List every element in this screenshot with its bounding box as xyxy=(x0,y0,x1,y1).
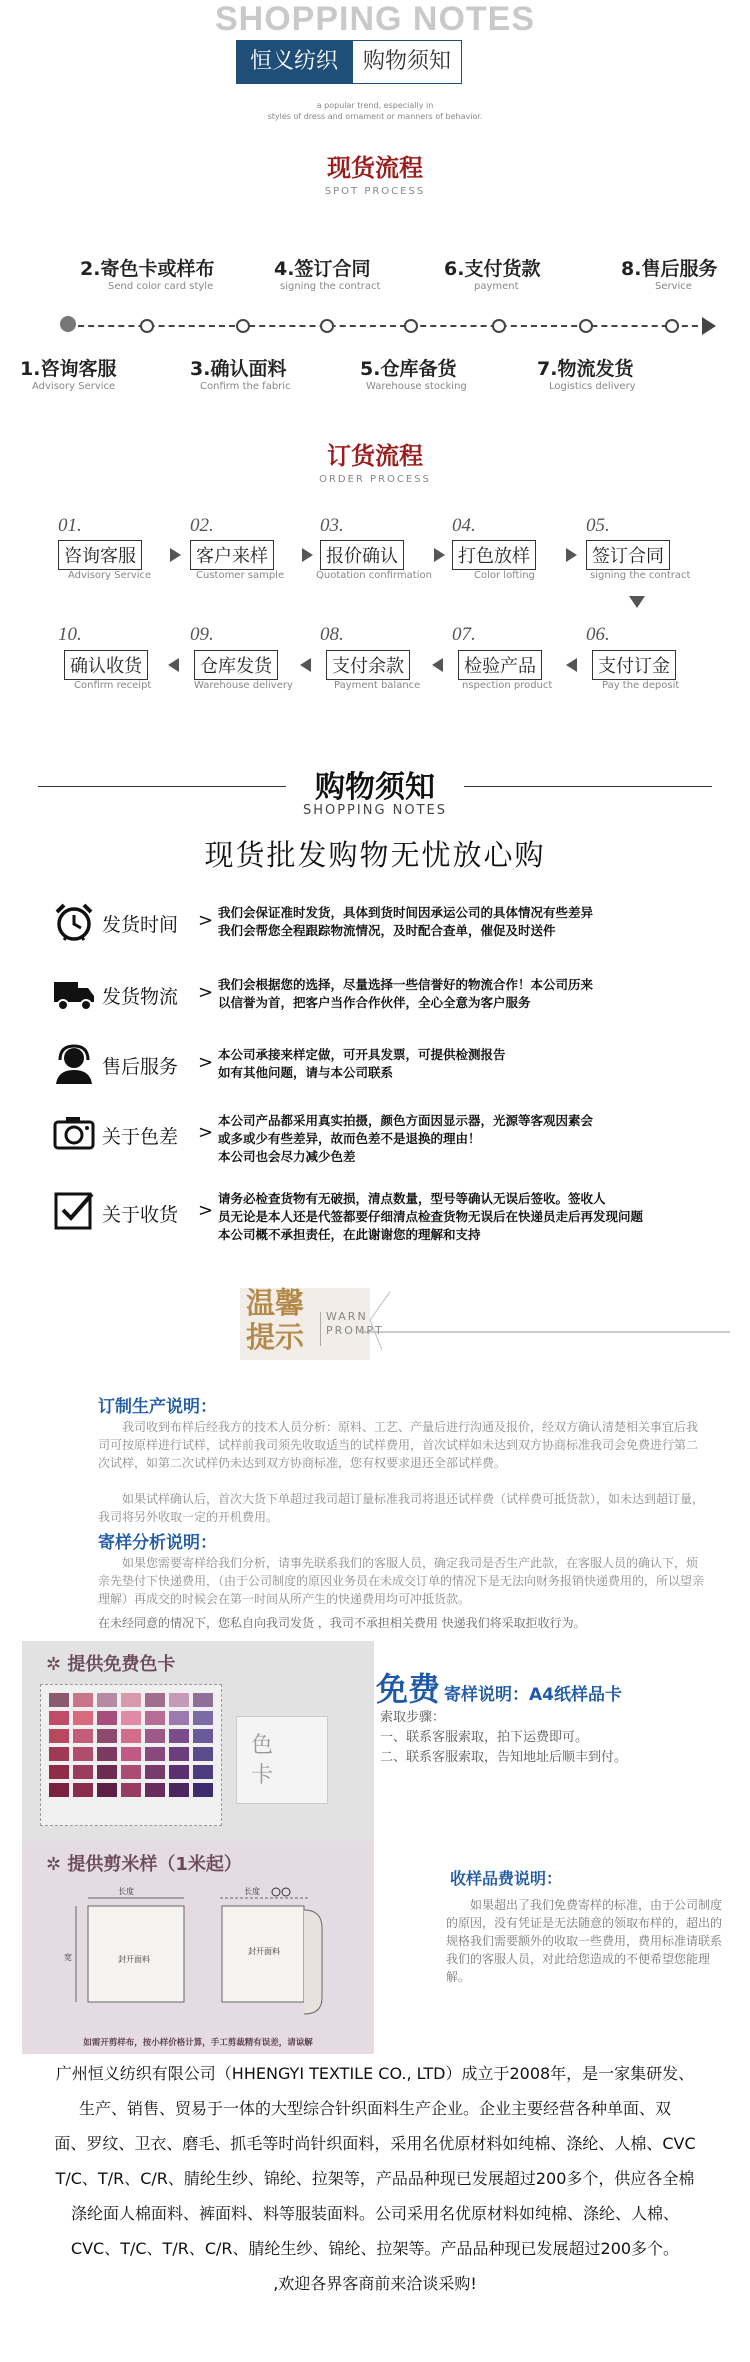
arrow-left-icon xyxy=(300,658,311,672)
color-swatch xyxy=(145,1693,165,1707)
color-swatch xyxy=(169,1729,189,1743)
chevron-right-icon: > xyxy=(198,1200,214,1221)
shopping-notes-title: 购物须知 xyxy=(315,770,435,805)
color-swatch xyxy=(73,1783,93,1797)
diagram-label: 封开面料 xyxy=(248,1947,280,1956)
step-label-en: Advisory Service xyxy=(32,381,116,392)
spot-step-3 xyxy=(190,354,291,392)
color-swatch xyxy=(97,1729,117,1743)
intro-line: ,欢迎各界客商前来洽谈采购! xyxy=(273,2274,477,2293)
diagram-label: 宽 xyxy=(64,1953,72,1962)
warm-prompt-line: 提示 xyxy=(246,1320,305,1354)
chevron-right-icon: > xyxy=(198,1122,214,1143)
sample-analysis-heading: 寄样分析说明： xyxy=(98,1533,217,1553)
timeline-dot xyxy=(140,319,154,333)
spot-step-8 xyxy=(621,254,717,292)
color-swatch xyxy=(193,1747,213,1761)
brand-section-label: 购物须知 xyxy=(352,40,462,84)
timeline-dot xyxy=(404,319,418,333)
card-char: 卡 xyxy=(251,1763,274,1788)
color-swatch xyxy=(169,1783,189,1797)
note-title: 关于色差 xyxy=(102,1126,179,1148)
color-swatch xyxy=(97,1765,117,1779)
intro-line: 面、罗纹、卫衣、磨毛、抓毛等时尚针织面料，采用名优原材料如纯棉、涤纶、人棉、CVC xyxy=(54,2134,696,2153)
arrow-right-icon xyxy=(302,548,313,562)
color-swatch xyxy=(73,1747,93,1761)
order-step-contract: 签订合同 xyxy=(586,540,670,570)
divider xyxy=(320,1312,321,1346)
order-step-en: Advisory Service xyxy=(68,570,152,581)
diagram-label: 长度 xyxy=(118,1887,134,1896)
order-step-number: 09. xyxy=(190,624,214,645)
warm-prompt-decor-lines xyxy=(360,1280,740,1360)
diagram-label: 封开面料 xyxy=(118,1955,150,1964)
order-step-sample: 客户来样 xyxy=(190,540,274,570)
custom-production-p1: 我司收到布样后经我方的技术人员分析：原料、工艺、产量后进行沟通及报价，经双方确认清楚相关事宜后我司可按原样进行试样，试样前我司须先收取适当的试样费用，首次试样如未达到双方协商标准我司会免费进行第二次试样，如第二次试样仍未达到双方协商标准，您有权要求退还全部试样费。 xyxy=(98,1420,699,1470)
color-swatch xyxy=(145,1729,165,1743)
step-label: 8.售后服务 xyxy=(621,258,718,280)
step-label: 6.支付货款 xyxy=(444,258,541,280)
free-label: 免费 xyxy=(376,1670,441,1708)
order-step-en: nspection product xyxy=(462,680,553,691)
steps-label: 索取步骤： xyxy=(380,1710,446,1725)
header-tagline xyxy=(0,100,750,122)
step-label: 7.物流发货 xyxy=(537,358,634,380)
order-step-en: Color lofting xyxy=(474,570,535,581)
note-title: 发货物流 xyxy=(102,986,179,1008)
order-step-en: Pay the deposit xyxy=(602,680,680,691)
color-swatch xyxy=(121,1711,141,1725)
intro-line: 生产、销售、贸易于一体的大型综合针织面料生产企业。企业主要经营各种单面、双 xyxy=(78,2099,671,2118)
step-label: 1.咨询客服 xyxy=(20,358,117,380)
chevron-right-icon: > xyxy=(198,982,214,1003)
timeline-dot xyxy=(320,319,334,333)
cut-sample-heading: ✲ 提供剪米样（1米起） xyxy=(46,1854,242,1875)
color-swatch xyxy=(169,1693,189,1707)
arrow-right-icon xyxy=(170,548,181,562)
timeline-dot xyxy=(60,316,76,332)
warm-prompt-en-line: WARN xyxy=(326,1310,368,1323)
spot-process-title: 现货流程 xyxy=(327,154,423,182)
order-step-warehouse: 仓库发货 xyxy=(194,650,278,680)
order-step-number: 07. xyxy=(452,624,476,645)
color-swatch xyxy=(145,1747,165,1761)
color-swatch xyxy=(97,1711,117,1725)
checkbox-icon xyxy=(52,1188,96,1232)
color-swatch xyxy=(49,1729,69,1743)
warm-prompt-title xyxy=(246,1286,304,1354)
arrow-left-icon xyxy=(168,658,179,672)
color-swatch xyxy=(73,1711,93,1725)
color-swatch xyxy=(169,1747,189,1761)
tagline-line: a popular trend, especially in xyxy=(316,101,434,110)
order-step-en: Customer sample xyxy=(196,570,285,581)
color-card-label xyxy=(251,1731,273,1791)
note-text xyxy=(218,976,698,1012)
order-step-number: 01. xyxy=(58,515,82,536)
camera-icon xyxy=(52,1110,96,1154)
arrow-left-icon xyxy=(432,658,443,672)
color-swatch xyxy=(193,1711,213,1725)
note-line: 如有其他问题，请与本公司联系 xyxy=(218,1065,394,1080)
note-text xyxy=(218,1046,698,1082)
custom-production-heading: 订制生产说明： xyxy=(98,1397,217,1417)
shopping-notes-subtitle: SHOPPING NOTES xyxy=(302,803,448,818)
alarm-clock-icon xyxy=(52,900,96,944)
note-line: 员无论是本人还是代签都要仔细清点检查货物无误后在快递员走后再发现问题 xyxy=(218,1209,644,1224)
color-swatch xyxy=(145,1711,165,1725)
order-process-title: 订货流程 xyxy=(327,442,423,470)
order-step-number: 02. xyxy=(190,515,214,536)
chevron-right-icon: > xyxy=(198,910,214,931)
step-label: 5.仓库备货 xyxy=(360,358,457,380)
order-step-receipt: 确认收货 xyxy=(64,650,148,680)
note-line: 本公司承接来样定做，可开具发票，可提供检测报告 xyxy=(218,1047,506,1062)
free-sample-steps xyxy=(380,1708,627,1768)
intro-line: CVC、T/C、T/R、C/R、腈纶生纱、锦纶、拉架等。产品品种现已发展超过200多个。 xyxy=(70,2239,680,2258)
step-label: 2.寄色卡或样布 xyxy=(80,258,215,280)
color-swatch xyxy=(145,1765,165,1779)
note-text xyxy=(218,904,698,940)
note-title: 售后服务 xyxy=(102,1056,179,1078)
color-swatch xyxy=(145,1783,165,1797)
order-step-number: 05. xyxy=(586,515,610,536)
step-label: 3.确认面料 xyxy=(190,358,287,380)
step-label-en: payment xyxy=(474,281,519,292)
sample-analysis-p1: 如果您需要寄样给我们分析，请事先联系我们的客服人员，确定我司是否生产此款，在客服人员的确认下，烦亲先垫付下快递费用，（由于公司制度的原因业务员在未成交订单的情况下是无法向财务报销快递费用的，所以望亲理解）再成交的时候会在第一时间从所产生的快递费用均可冲抵货款。 xyxy=(98,1556,705,1606)
order-step-quote: 报价确认 xyxy=(320,540,404,570)
spot-step-1 xyxy=(20,354,116,392)
note-line: 我们会根据您的选择，尽量选择一些信誉好的物流合作！本公司历来 xyxy=(218,977,594,992)
step-label-en: Confirm the fabric xyxy=(200,381,291,392)
spot-step-7 xyxy=(537,354,636,392)
order-step-en: Quotation confirmation xyxy=(316,570,432,581)
order-step-en: signing the contract xyxy=(590,570,691,581)
arrow-left-icon xyxy=(566,658,577,672)
timeline-line xyxy=(68,325,708,327)
brand-name: 恒义纺织 xyxy=(236,40,352,84)
warm-prompt-en-line: PROMPT xyxy=(326,1324,384,1337)
color-swatch xyxy=(121,1693,141,1707)
customer-service-icon xyxy=(52,1042,96,1086)
order-step-en: Payment balance xyxy=(334,680,421,691)
timeline-dot xyxy=(492,319,506,333)
color-swatch xyxy=(193,1765,213,1779)
color-swatch xyxy=(121,1729,141,1743)
note-line: 本公司概不承担责任，在此谢谢您的理解和支持 xyxy=(218,1227,481,1242)
step-label-en: signing the contract xyxy=(280,281,381,292)
arrow-down-icon xyxy=(629,596,645,608)
order-step-deposit: 支付订金 xyxy=(592,650,676,680)
step-label-en: Service xyxy=(655,281,692,292)
intro-line: 涤纶面人棉面料、裤面料、料等服装面料。公司采用名优原材料如纯棉、涤纶、人棉、 xyxy=(70,2204,679,2223)
card-char: 色 xyxy=(251,1733,274,1758)
step-label-en: Logistics delivery xyxy=(549,381,636,392)
color-swatch xyxy=(73,1765,93,1779)
arrow-right-icon xyxy=(434,548,445,562)
color-swatch xyxy=(49,1783,69,1797)
chevron-right-icon: > xyxy=(198,1052,214,1073)
shopping-notes-headline: 现货批发购物无忧放心购 xyxy=(204,838,546,872)
color-swatch xyxy=(121,1765,141,1779)
color-swatch xyxy=(193,1783,213,1797)
timeline-dot xyxy=(579,319,593,333)
step-label-en: Send color card style xyxy=(108,281,214,292)
note-line: 我们会保证准时发货，具体到货时间因承运公司的具体情况有些差异 xyxy=(218,905,594,920)
note-title: 关于收货 xyxy=(102,1204,179,1226)
color-swatch xyxy=(73,1729,93,1743)
timeline-dot xyxy=(236,319,250,333)
order-step-balance: 支付余款 xyxy=(326,650,410,680)
sample-fee-heading: 收样品费说明： xyxy=(450,1869,563,1888)
color-swatch xyxy=(73,1693,93,1707)
color-swatch xyxy=(193,1729,213,1743)
note-line: 或多或少有些差异，故而色差不是退换的理由！ xyxy=(218,1131,481,1146)
step-item: 二、联系客服索取，告知地址后顺丰到付。 xyxy=(380,1750,628,1765)
spot-step-2 xyxy=(80,254,214,292)
spot-step-5 xyxy=(360,354,467,392)
color-swatch xyxy=(121,1747,141,1761)
note-line: 我们会帮您全程跟踪物流情况，及时配合查单，催促及时送件 xyxy=(218,923,556,938)
color-swatch xyxy=(169,1765,189,1779)
color-card-sample xyxy=(236,1716,328,1804)
step-label: 4.签订合同 xyxy=(274,258,371,280)
color-swatch xyxy=(193,1693,213,1707)
order-step-en: Confirm receipt xyxy=(74,680,152,691)
note-title: 发货时间 xyxy=(102,914,179,936)
sample-fee-text: 如果超出了我们免费寄样的标准，由于公司制度的原因，没有凭证是无法随意的领取布样的，超出的规格我们需要额外的收取一些费用，费用标准请联系我们的客服人员，对此给您造成的不便希望您能理解。 xyxy=(446,1898,723,1984)
order-step-consult: 咨询客服 xyxy=(58,540,142,570)
note-line: 以信誉为首，把客户当作合作伙伴，全心全意为客户服务 xyxy=(218,995,531,1010)
timeline-arrow-icon xyxy=(702,317,716,335)
warm-prompt-line: 温馨 xyxy=(246,1286,305,1320)
order-step-number: 08. xyxy=(320,624,344,645)
color-swatch xyxy=(169,1711,189,1725)
arrow-right-icon xyxy=(566,548,577,562)
spot-step-6 xyxy=(444,254,540,292)
color-swatch xyxy=(49,1693,69,1707)
timeline-dot xyxy=(665,319,679,333)
note-line: 本公司产品都采用真实拍摄，颜色方面因显示器，光源等客观因素会 xyxy=(218,1113,594,1128)
delivery-truck-icon xyxy=(52,972,96,1016)
step-label-en: Warehouse stocking xyxy=(366,381,467,392)
intro-line: T/C、T/R、C/R、腈纶生纱、锦纶、拉架等，产品品种现已发展超过200多个，供应各全棉 xyxy=(55,2169,695,2188)
note-text xyxy=(218,1112,698,1166)
note-line: 请务必检查货物有无破损，清点数量，型号等确认无误后签收。签收人 xyxy=(218,1191,606,1206)
free-color-card-heading: ✲ 提供免费色卡 xyxy=(46,1654,176,1675)
order-step-number: 03. xyxy=(320,515,344,536)
cut-sample-footer: 如需开剪样布，按小样价格计算，手工剪裁精有误差，请谅解 xyxy=(83,2038,313,2048)
color-swatch xyxy=(49,1711,69,1725)
tagline-line: styles of dress and ornament or manners of behavior. xyxy=(267,112,483,121)
sample-analysis-p2: 在未经同意的情况下，您私自向我司发货 ，我司不承担相关费用 快递我们将采取拒收行为。 xyxy=(98,1616,586,1630)
step-item: 一、联系客服索取，拍下运费即可。 xyxy=(380,1730,589,1745)
page-banner-title: SHOPPING NOTES xyxy=(214,0,536,38)
color-swatch xyxy=(49,1765,69,1779)
custom-production-p2: 如果试样确认后，首次大货下单超过我司超订量标准我司将退还试样费（试样费可抵货款），如未达到超订量，我司将另外收取一定的开机费用。 xyxy=(98,1492,705,1524)
free-sample-title: 寄样说明：A4纸样品卡 xyxy=(444,1685,622,1705)
order-step-en: Warehouse delivery xyxy=(194,680,293,691)
color-swatch xyxy=(97,1783,117,1797)
order-step-color: 打色放样 xyxy=(452,540,536,570)
order-step-number: 04. xyxy=(452,515,476,536)
order-step-number: 10. xyxy=(58,624,82,645)
spot-process-subtitle: SPOT PROCESS xyxy=(324,186,426,197)
cut-sample-diagram xyxy=(40,1880,340,2022)
note-text xyxy=(218,1190,708,1244)
company-intro xyxy=(22,2056,728,2301)
diagram-label: 长度 xyxy=(244,1887,260,1896)
intro-line: 广州恒义纺织有限公司（HHENGYI TEXTILE CO., LTD）成立于2008年，是一家集研发、 xyxy=(55,2064,695,2083)
color-swatch xyxy=(97,1747,117,1761)
order-step-inspect: 检验产品 xyxy=(458,650,542,680)
color-card-grid xyxy=(40,1684,222,1826)
color-swatch xyxy=(97,1693,117,1707)
brand-box xyxy=(236,40,462,84)
spot-step-4 xyxy=(274,254,380,292)
order-process-subtitle: ORDER PROCESS xyxy=(319,474,431,485)
order-step-number: 06. xyxy=(586,624,610,645)
color-swatch xyxy=(49,1747,69,1761)
note-line: 本公司也会尽力减少色差 xyxy=(218,1149,356,1164)
color-swatch xyxy=(121,1783,141,1797)
